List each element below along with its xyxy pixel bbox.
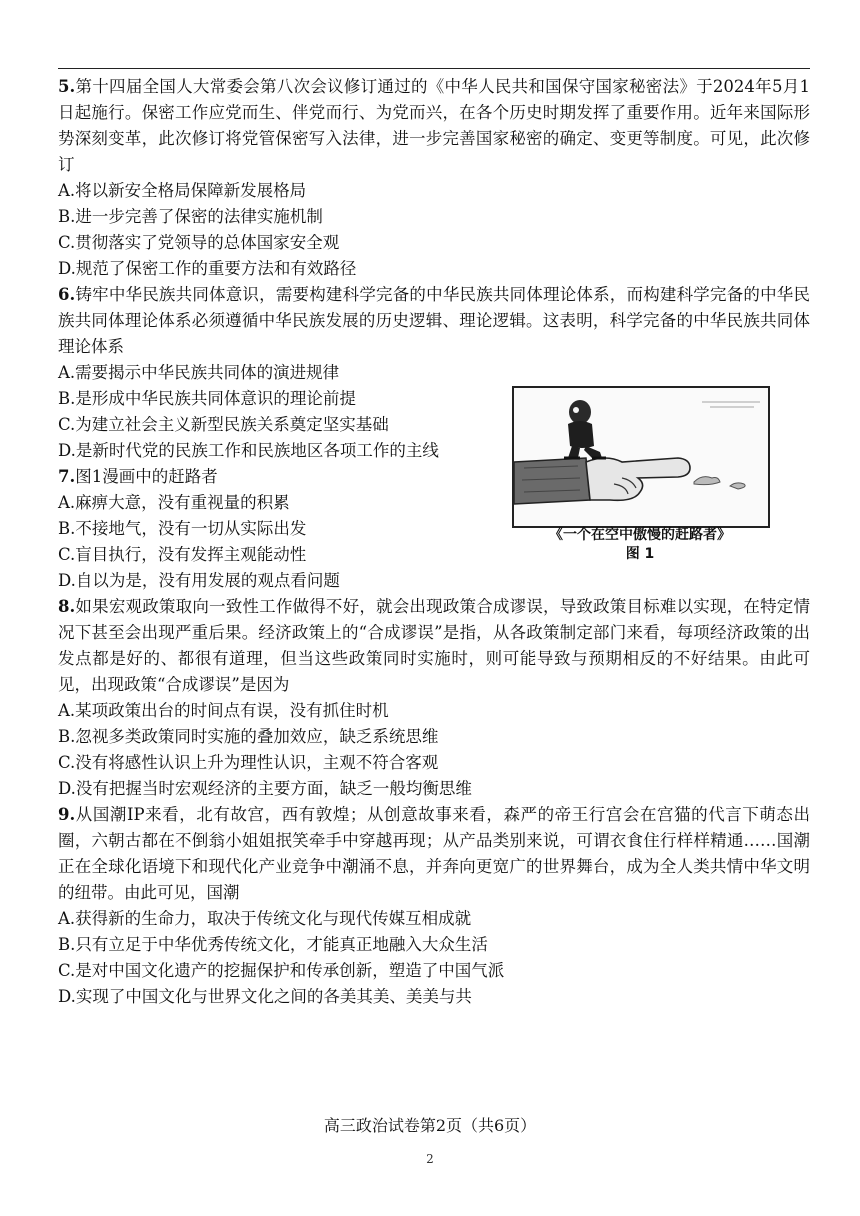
sleeve-shape [514, 458, 590, 504]
question-5-stem [58, 74, 810, 178]
question-5-number: 5. [58, 77, 76, 96]
question-8-option-c: C.没有将感性认识上升为理性认识，主观不符合客观 [58, 753, 439, 772]
figure-1-title: 《一个在空中傲慢的赶路者》 [549, 527, 731, 543]
question-6-text: 铸牢中华民族共同体意识，需要构建科学完备的中华民族共同体理论体系，而构建科学完备的中华民族共同体理论体系必须遵循中华民族发展的历史逻辑、理论逻辑。这表明，科学完备的中华民族共同体理论体系 [58, 285, 810, 356]
question-5-option-c: C.贯彻落实了党领导的总体国家安全观 [58, 233, 340, 252]
question-7-option-d: D.自以为是，没有用发展的观点看问题 [58, 571, 340, 590]
top-rule [58, 68, 810, 69]
question-8-option-d: D.没有把握当时宏观经济的主要方面，缺乏一般均衡思维 [58, 779, 472, 798]
question-9-text: 从国潮IP来看，北有故宫，西有敦煌；从创意故事来看，森严的帝王行宫会在宫猫的代言下萌态出圈，六朝古都在不倒翁小姐姐抿笑牵手中穿越再现；从产品类别来说，可谓衣食住行样样精通……国潮正在全球化语境下和现代化产业竞争中潮涌不息，并奔向更宽广的世界舞台，成为全人类共情中华文明的纽带。由此可见，国潮 [58, 805, 810, 902]
question-8-stem [58, 594, 810, 698]
question-8-option-b: B.忽视多类政策同时实施的叠加效应，缺乏系统思维 [58, 727, 439, 746]
man-head-shape [569, 400, 591, 424]
figure-1-label: 图 1 [625, 546, 655, 562]
question-7-option-a: A.麻痹大意，没有重视量的积累 [58, 493, 290, 512]
question-5-text: 第十四届全国人大常委会第八次会议修订通过的《中华人民共和国保守国家秘密法》于2024年5月1日起施行。保密工作应党而生、伴党而行、为党而兴，在各个历史时期发挥了重要作用。近年来国际形势深刻变革，此次修订将党管保密写入法律，进一步完善国家秘密的确定、变更等制度。可见，此次修订 [58, 77, 810, 174]
question-9-option-a: A.获得新的生命力，取决于传统文化与现代传媒互相成就 [58, 909, 472, 928]
question-6-option-b: B.是形成中华民族共同体意识的理论前提 [58, 389, 356, 408]
page-footer: 高三政治试卷第2页（共6页） [323, 1116, 537, 1135]
question-9-stem [58, 802, 810, 906]
question-6-option-c: C.为建立社会主义新型民族关系奠定坚实基础 [58, 415, 389, 434]
figure-1-cartoon [512, 386, 770, 528]
question-9-option-c: C.是对中国文化遗产的挖掘保护和传承创新，塑造了中国气派 [58, 961, 505, 980]
cloud-shape [694, 477, 720, 485]
question-7-number: 7. [58, 467, 76, 486]
question-5-option-a: A.将以新安全格局保障新发展格局 [58, 181, 307, 200]
question-5 [58, 74, 810, 282]
question-7-option-b: B.不接地气，没有一切从实际出发 [58, 519, 307, 538]
question-5-option-b: B.进一步完善了保密的法律实施机制 [58, 207, 323, 226]
question-5-option-d: D.规范了保密工作的重要方法和有效路径 [58, 259, 357, 278]
question-8 [58, 594, 810, 802]
question-9 [58, 802, 810, 1010]
page-number: 2 [426, 1152, 434, 1166]
question-6-option-a: A.需要揭示中华民族共同体的演进规律 [58, 363, 340, 382]
question-9-option-b: B.只有立足于中华优秀传统文化，才能真正地融入大众生活 [58, 935, 488, 954]
cartoon-illustration [514, 388, 768, 526]
question-6-stem [58, 282, 810, 360]
question-8-number: 8. [58, 597, 76, 616]
question-8-option-a: A.某项政策出台的时间点有误，没有抓住时机 [58, 701, 389, 720]
cloud-shape-small [730, 483, 745, 489]
figure-1-caption [500, 526, 780, 564]
question-9-number: 9. [58, 805, 76, 824]
man-body-shape [568, 421, 594, 448]
question-7-option-c: C.盲目执行，没有发挥主观能动性 [58, 545, 307, 564]
pointing-hand-shape [586, 458, 690, 500]
question-8-text: 如果宏观政策取向一致性工作做得不好，就会出现政策合成谬误，导致政策目标难以实现，在特定情况下甚至会出现严重后果。经济政策上的“合成谬误”是指，从各政策制定部门来看，每项经济政策的出发点都是好的、都很有道理，但当这些政策同时实施时，则可能导致与预期相反的不好结果。由此可见，出现政策“合成谬误”是因为 [58, 597, 810, 694]
question-7-text: 图1漫画中的赶路者 [75, 467, 218, 486]
question-6-option-d: D.是新时代党的民族工作和民族地区各项工作的主线 [58, 441, 439, 460]
question-9-option-d: D.实现了中国文化与世界文化之间的各美其美、美美与共 [58, 987, 472, 1006]
question-6-number: 6. [58, 285, 76, 304]
